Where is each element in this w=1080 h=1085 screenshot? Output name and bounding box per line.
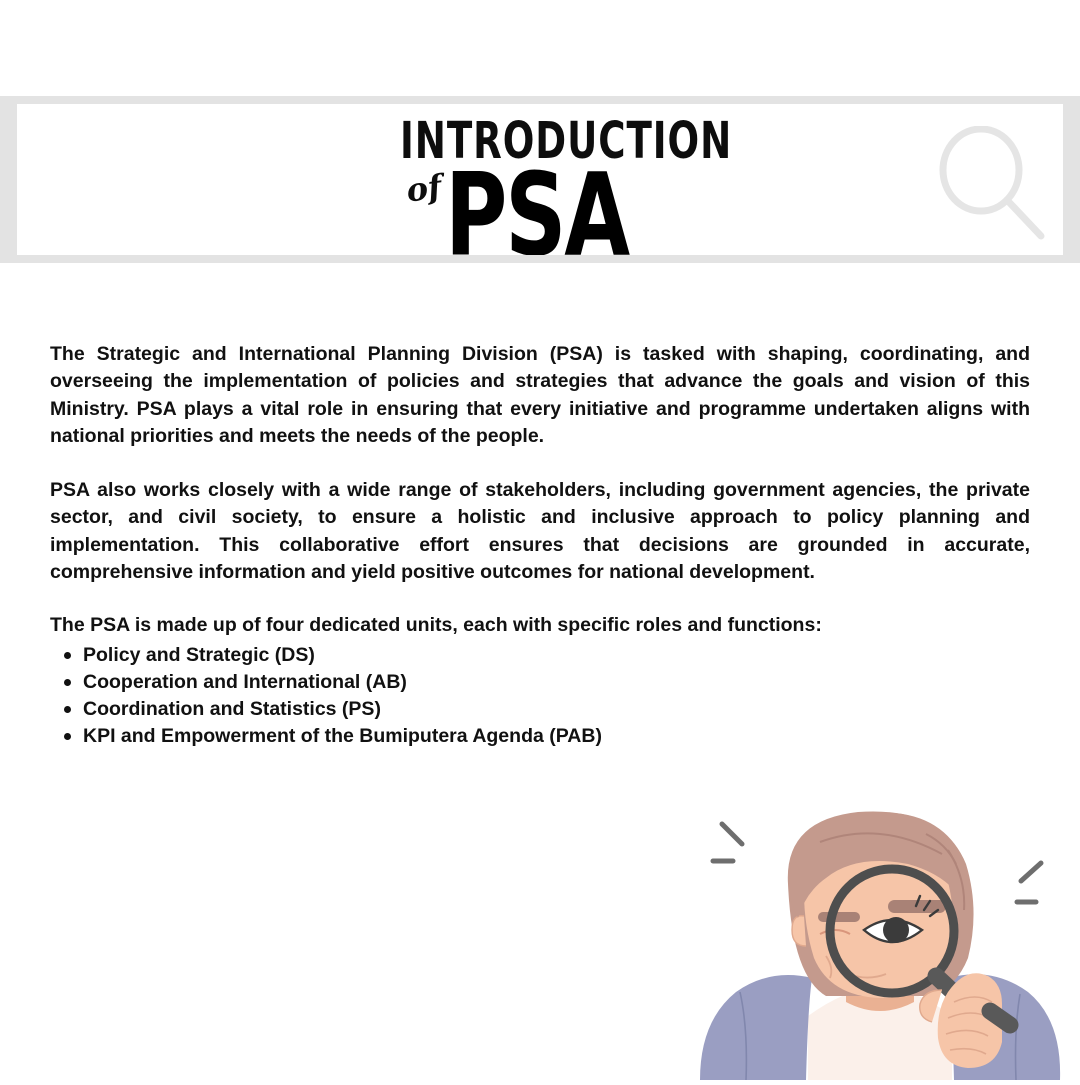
eyebrow-left (818, 912, 860, 922)
unit-label: Policy and Strategic (DS) (83, 643, 315, 666)
page-title (17, 104, 1063, 255)
units-list (50, 642, 1030, 750)
title-psa: PSA (445, 148, 628, 255)
sparkle-icon (713, 824, 742, 861)
sparkle-icon (1017, 863, 1041, 902)
paragraph-stakeholders: PSA also works closely with a wide range of stakeholders, including government agencies, the private sector, and civil society, to ensure a holistic and inclusive approach to policy planning and implementation. This collaborative effort ensures that decisions are grounded in accurate, comprehensive information and yield positive outcomes for national development. (50, 479, 1030, 584)
search-icon (937, 126, 1047, 241)
header-banner (0, 96, 1080, 263)
unit-label: Cooperation and International (AB) (83, 670, 407, 693)
units-list-intro: The PSA is made up of four dedicated units, each with specific roles and functions: (50, 614, 822, 637)
unit-label: KPI and Empowerment of the Bumiputera Agenda (PAB) (83, 724, 602, 747)
list-item (50, 696, 1030, 723)
list-item (50, 723, 1030, 750)
header-inner-panel (17, 104, 1063, 255)
man-with-magnifying-glass-illustration (680, 806, 1080, 1080)
bullet-icon (64, 733, 71, 740)
bullet-icon (64, 679, 71, 686)
list-item (50, 669, 1030, 696)
bullet-icon (64, 652, 71, 659)
paragraph-overview: The Strategic and International Planning Division (PSA) is tasked with shaping, coordinating, and overseeing the implementation of policies and strategies that advance the goals and vision of this Ministry. PSA plays a vital role in ensuring that every initiative and programme undertaken aligns with national priorities and meets the needs of the people. (50, 343, 1030, 447)
unit-label: Coordination and Statistics (PS) (83, 697, 381, 720)
title-lockup (382, 110, 733, 255)
bullet-icon (64, 706, 71, 713)
body-content (50, 341, 1030, 750)
list-item (50, 642, 1030, 669)
title-introduction: INTRODUCTION (400, 112, 733, 171)
title-connector-of: of (404, 167, 445, 210)
